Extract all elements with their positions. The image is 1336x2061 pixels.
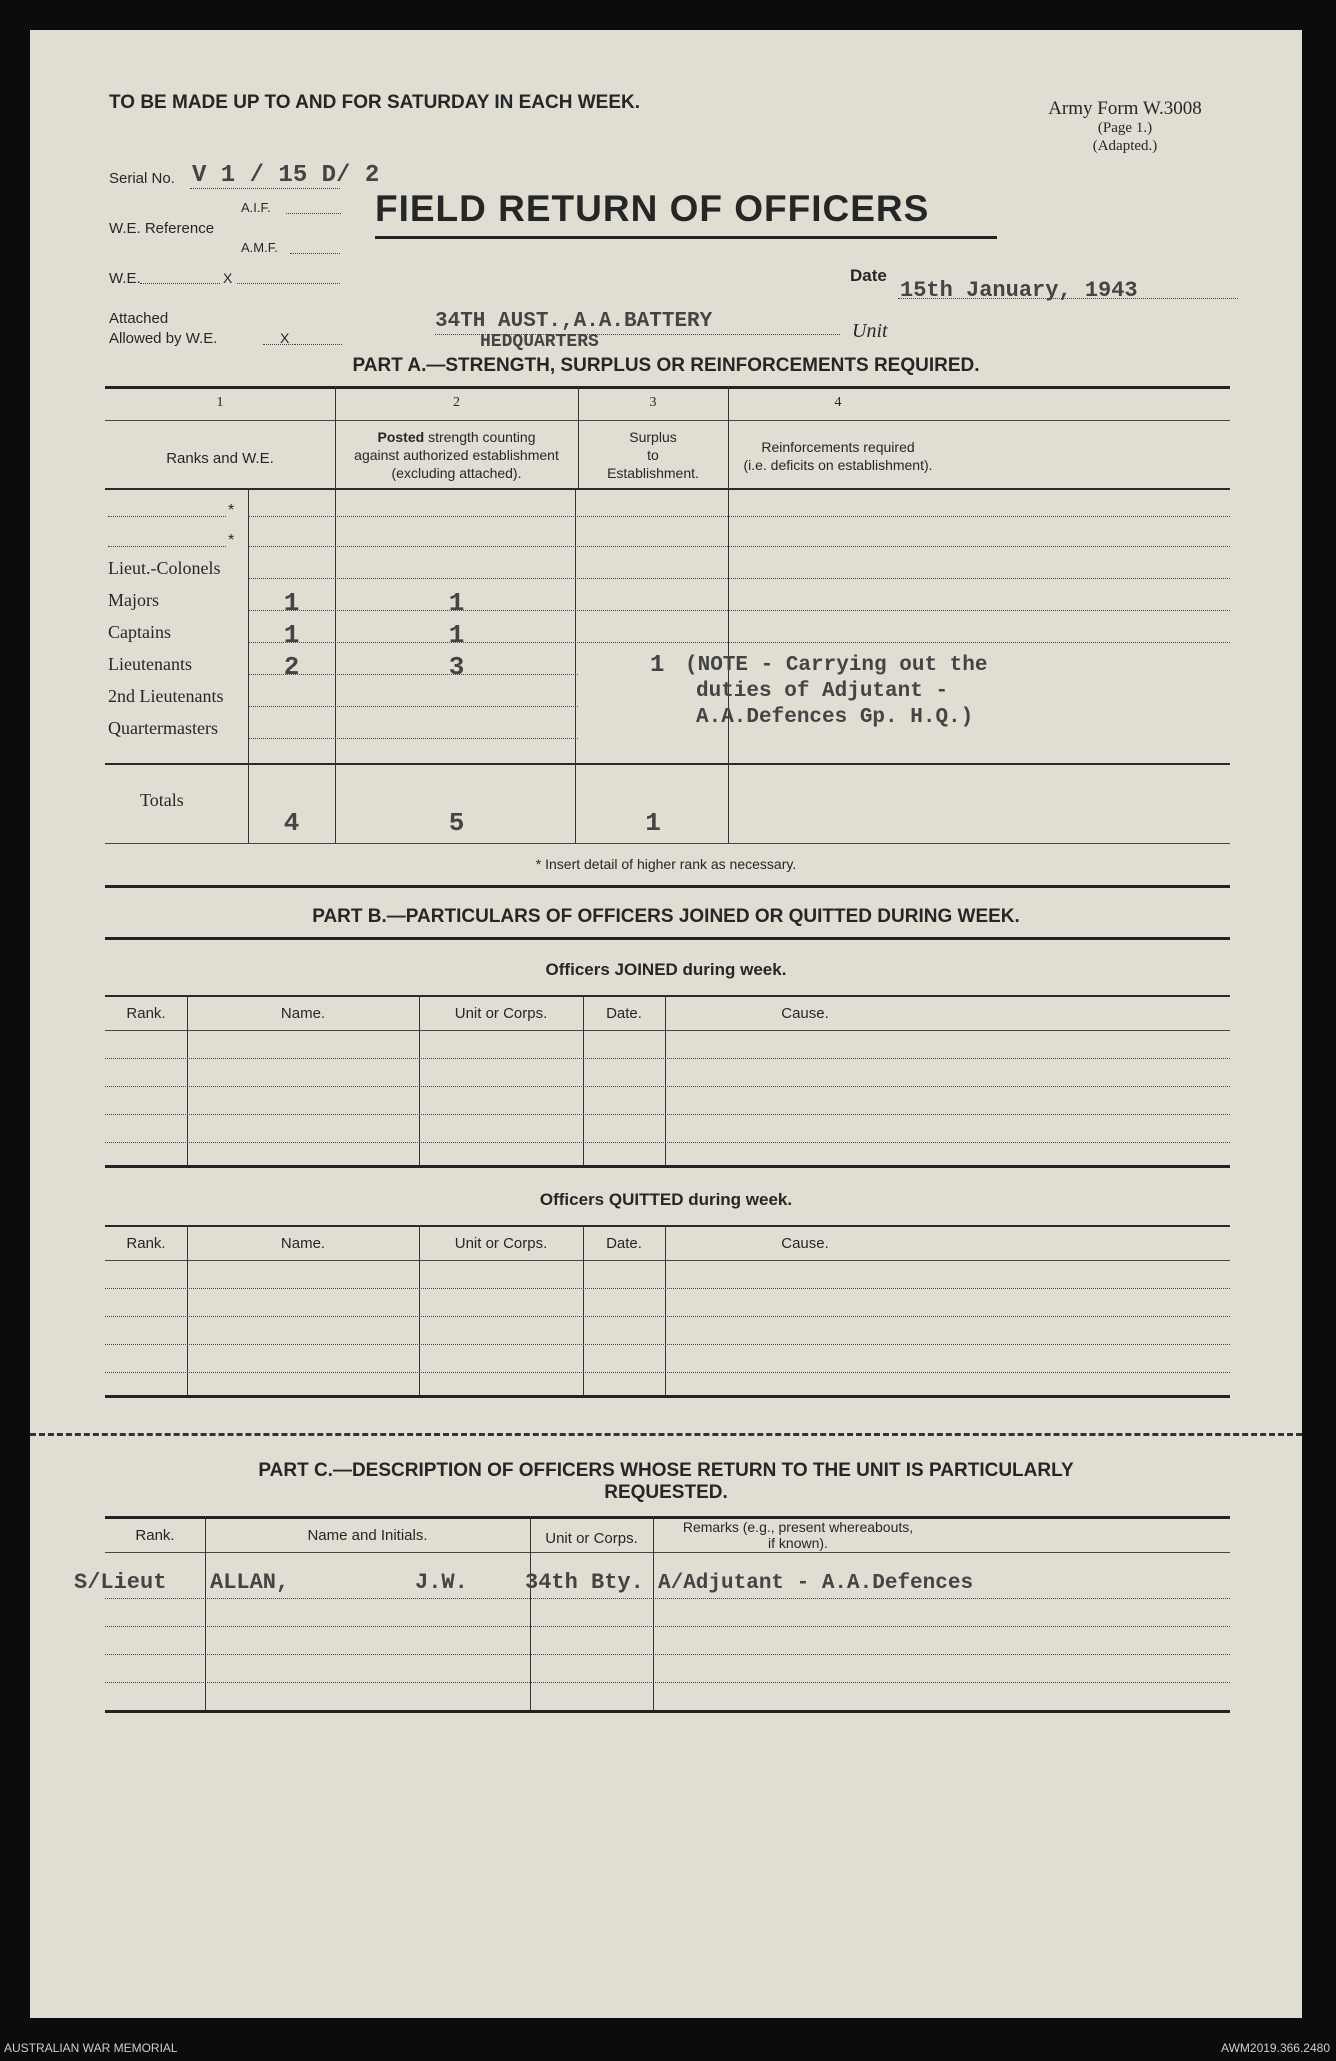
perforation-line [30,1433,1302,1436]
rank-2nd-lieutenants: 2nd Lieutenants [108,686,224,706]
asterisk-row-2: * [228,532,235,549]
rank-majors: Majors [108,590,159,610]
joined-col-name: Name. [280,1005,326,1022]
document-sheet [30,30,1302,2018]
we-x-mark: X [223,270,233,286]
serial-value: V 1 / 15 D/ 2 [192,162,380,189]
part-c-unit-value: 34th Bty. [525,1570,644,1595]
asterisk-row-1: * [228,502,235,519]
date-value: 15th January, 1943 [900,278,1138,303]
col-number-4: 4 [834,395,842,410]
attached-label: Attached [109,310,169,327]
quitted-col-date: Date. [606,1235,642,1252]
quitted-col-rank: Rank. [126,1235,166,1252]
totals-label: Totals [140,790,184,810]
captains-we: 1 [283,620,300,650]
instruction-text: TO BE MADE UP TO AND FOR SATURDAY IN EACH WEEK. [109,92,640,113]
majors-we: 1 [283,588,300,618]
captains-posted: 1 [448,620,465,650]
totals-surplus: 1 [645,808,661,838]
we-reference-label: W.E. Reference [109,220,215,237]
rank-quartermasters: Quartermasters [108,718,218,738]
col1-header: Ranks and W.E. [166,450,274,467]
unit-value: 34TH AUST.,A.A.BATTERY [435,310,713,333]
col-number-1: 1 [216,395,224,410]
form-title: FIELD RETURN OF OFFICERS [375,188,930,229]
we-label: W.E. [109,270,141,287]
part-c-initials: J.W. [415,1570,468,1595]
part-c-col-name: Name and Initials. [307,1527,428,1544]
joined-col-rank: Rank. [126,1005,166,1022]
form-number: Army Form W.3008 [1048,98,1202,119]
col2-header: Posted strength counting against authorized establishment (excluding attached). [354,429,559,481]
part-c-col-unit: Unit or Corps. [545,1530,638,1547]
majors-posted: 1 [448,588,465,618]
col4-header: Reinforcements required (i.e. deficits on establishment). [743,439,933,473]
col-number-3: 3 [649,395,657,410]
date-label: Date [850,266,887,285]
note-line-2: duties of Adjutant - [696,680,949,703]
allowed-by-we-label: Allowed by W.E. [109,330,218,347]
part-b-title: PART B.—PARTICULARS OF OFFICERS JOINED OR QUITTED DURING WEEK. [312,906,1020,927]
quitted-col-unit: Unit or Corps. [454,1235,548,1252]
aif-label: A.I.F. [241,200,271,215]
part-c-remarks-value: A/Adjutant - A.A.Defences [658,1572,974,1595]
rank-lieut-colonels: Lieut.-Colonels [108,558,221,578]
rank-captains: Captains [108,622,171,642]
archive-footer [0,2033,1336,2061]
form-page: (Page 1.) [1097,120,1153,136]
col3-header: Surplus to Establishment. [607,429,699,481]
serial-label: Serial No. [109,170,175,187]
note-line-3: A.A.Defences Gp. H.Q.) [696,706,974,729]
part-a-title: PART A.—STRENGTH, SURPLUS OR REINFORCEMENTS REQUIRED. [352,355,980,376]
note-line-1: (NOTE - Carrying out the [685,654,988,677]
rank-lieutenants: Lieutenants [108,654,192,674]
totals-we: 4 [283,808,300,838]
amf-label: A.M.F. [241,240,278,255]
unit-label: Unit [852,320,888,342]
quitted-title: Officers QUITTED during week. [539,1190,793,1209]
footer-left: AUSTRALIAN WAR MEMORIAL [4,2041,178,2055]
part-a-footnote: * Insert detail of higher rank as necessary. [535,856,797,872]
joined-col-date: Date. [606,1005,642,1022]
form-adapted: (Adapted.) [1092,138,1158,154]
joined-col-unit: Unit or Corps. [454,1005,548,1022]
unit-sub-value: HEDQUARTERS [480,332,599,352]
part-c-col-rank: Rank. [135,1527,175,1544]
part-c-col-remarks: Remarks (e.g., present whereabouts, if known). [682,1519,914,1551]
part-c-surname: ALLAN, [210,1570,290,1595]
allowed-x-mark: X [280,330,290,346]
lieutenants-surplus: 1 [650,652,665,679]
quitted-col-cause: Cause. [781,1235,829,1252]
joined-col-cause: Cause. [781,1005,829,1022]
col-number-2: 2 [453,395,460,410]
joined-title: Officers JOINED during week. [545,960,787,979]
footer-right: AWM2019.366.2480 [1221,2041,1330,2055]
quitted-col-name: Name. [280,1235,326,1252]
part-c-title: PART C.—DESCRIPTION OF OFFICERS WHOSE RETURN TO THE UNIT IS PARTICULARLY REQUESTED. [258,1460,1074,1503]
totals-posted: 5 [448,808,465,838]
lieutenants-we: 2 [283,652,300,682]
part-c-rank-value: S/Lieut [74,1570,167,1595]
lieutenants-posted: 3 [448,652,465,682]
